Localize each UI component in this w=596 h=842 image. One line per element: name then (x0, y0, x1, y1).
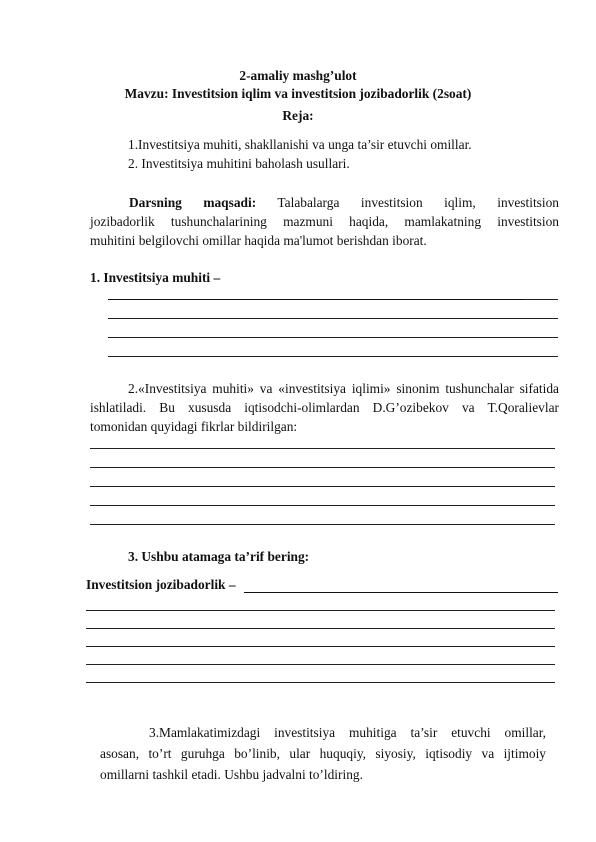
practice-title: 2-amaliy mashg’ulot (239, 68, 357, 83)
answer-line (108, 318, 558, 319)
section3-term: Investitsion jozibadorlik – (86, 577, 236, 592)
section4-line-3: omillarni tashkil etadi. Ushbu jadvalni to’ldiring. (100, 767, 363, 782)
topic-title: Mavzu: Investitsion iqlim va investitsion jozibadorlik (2soat) (124, 86, 472, 101)
section2-line-3: tomonidan quyidagi fikrlar bildirilgan: (90, 419, 298, 434)
section4-line-1: 3.Mamlakatimizdagi investitsiya muhitiga ta’sir etuvchi omillar, (149, 725, 546, 740)
plan-item-2: 2. Investitsiya muhitini baholash usullari. (128, 156, 350, 171)
goal-line-2: jozibadorlik tushunchalarining mazmuni haqida, mamlakatning investitsion (90, 214, 559, 229)
answer-line (86, 610, 555, 611)
section3-heading: 3. Ushbu atamaga ta’rif bering: (128, 549, 310, 564)
section2-line-1: 2.«Investitsiya muhiti» va «investitsiya iqlimi» sinonim tushunchalar sifatida (128, 381, 559, 396)
answer-line (90, 486, 555, 487)
answer-line (90, 467, 555, 468)
answer-line (90, 505, 555, 506)
section2-line-2: ishlatiladi. Bu xususda iqtisodchi-olimlardan D.G’ozibekov va T.Qoralievlar (90, 400, 559, 415)
plan-item-1: 1.Investitsiya muhiti, shakllanishi va unga ta’sir etuvchi omillar. (128, 137, 472, 152)
answer-line (86, 628, 555, 629)
answer-line (108, 356, 558, 357)
answer-line (90, 524, 555, 525)
goal-text-1: Talabalarga investitsion iqlim, investitsion (277, 195, 559, 210)
section1-heading: 1. Investitsiya muhiti – (90, 270, 221, 285)
section4-line-2: asosan, to’rt guruhga bo’linib, ular huquqiy, siyosiy, iqtisodiy va ijtimoiy (100, 746, 546, 761)
answer-line (108, 337, 558, 338)
answer-line (86, 664, 555, 665)
goal-label: Darsning maqsadi: (129, 195, 257, 210)
goal-line-1 (129, 195, 559, 211)
answer-line (108, 299, 524, 300)
goal-line-3: muhitini belgilovchi omillar haqida ma'lumot berishdan iborat. (90, 233, 427, 248)
answer-line (524, 299, 558, 300)
answer-line (86, 646, 555, 647)
answer-line (86, 682, 555, 683)
answer-line (244, 592, 558, 593)
answer-line (90, 448, 555, 449)
plan-label: Reja: (282, 108, 314, 123)
